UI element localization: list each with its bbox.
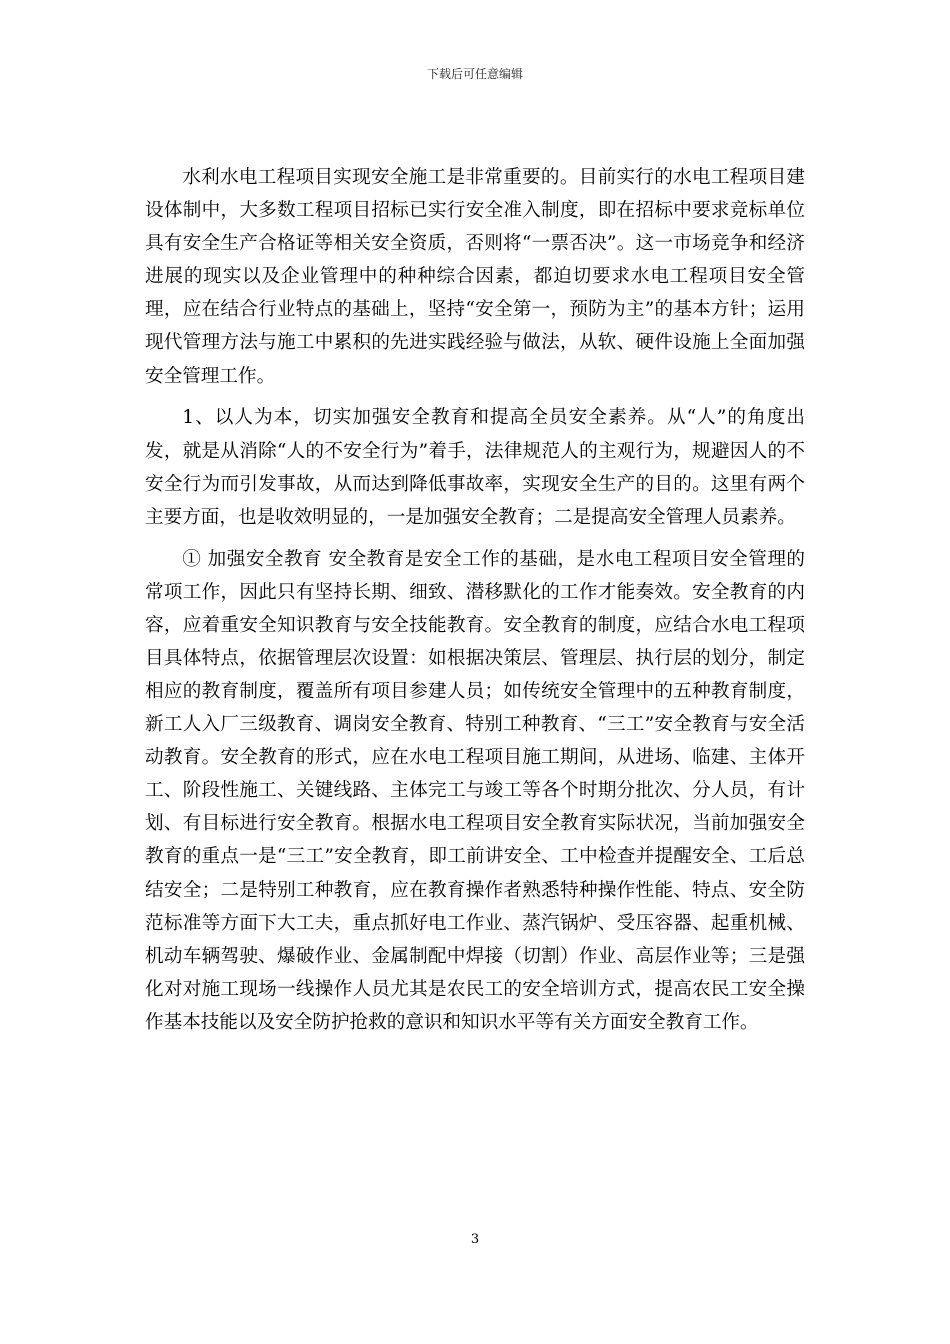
paragraph-intro: 水利水电工程项目实现安全施工是非常重要的。目前实行的水电工程项目建设体制中，大多数工程项目招标已实行安全准入制度，即在招标中要求竞标单位具有安全生产合格证等相关安全资质，否则将“一票否决”。这一市场竞争和经济进展的现实以及企业管理中的种种综合因素，都迫切要求水电工程项目安全管理，应在结合行业特点的基础上，坚持“安全第一，预防为主”的基本方针；运用现代管理方法与施工中累积的先进实践经验与做法，从软、硬件设施上全面加强安全管理工作。 [145,167,805,387]
paragraph-section-1: 1、以人为本，切实加强安全教育和提高全员安全素养。从“人”的角度出发，就是从消除“人的不安全行为”着手，法律规范人的主观行为，规避因人的不安全行为而引发事故，从而达到降低事故率，实现安全生产的目的。这里有两个主要方面，也是收效明显的，一是加强安全教育；二是提高安全管理人员素养。 [145,407,805,528]
page-header: 下载后可任意编辑 [426,67,523,81]
page-number: 3 [470,1232,480,1247]
paragraph-safety-education: ① 加强安全教育 安全教育是安全工作的基础，是水电工程项目安全管理的常项工作，因此只有坚持长期、细致、潜移默化的工作才能奏效。安全教育的内容，应着重安全知识教育与安全技能教育。安全教育的制度，应结合水电工程项目具体特点，依据管理层次设置：如根据决策层、管理层、执行层的划分，制定相应的教育制度，覆盖所有项目参建人员；如传统安全管理中的五种教育制度，新工人入厂三级教育、调岗安全教育、特别工种教育、“三工”安全教育与安全活动教育。安全教育的形式，应在水电工程项目施工期间，从进场、临建、主体开工、阶段性施工、关键线路、主体完工与竣工等各个时期分批次、分人员，有计划、有目标进行安全教育。根据水电工程项目安全教育实际状况，当前加强安全教育的重点一是“三工”安全教育，即工前讲安全、工中检查并提醒安全、工后总结安全；二是特别工种教育，应在教育操作者熟悉特种操作性能、特点、安全防范标准等方面下大工夫，重点抓好电工作业、蒸汽锅炉、受压容器、起重机械、机动车辆驾驶、爆破作业、金属制配中焊接（切割）作业、高层作业等；三是强化对对施工现场一线操作人员尤其是农民工的安全培训方式，提高农民工安全操作基本技能以及安全防护抢救的意识和知识水平等有关方面安全教育工作。 [145,548,805,1033]
document-body [145,161,805,1048]
